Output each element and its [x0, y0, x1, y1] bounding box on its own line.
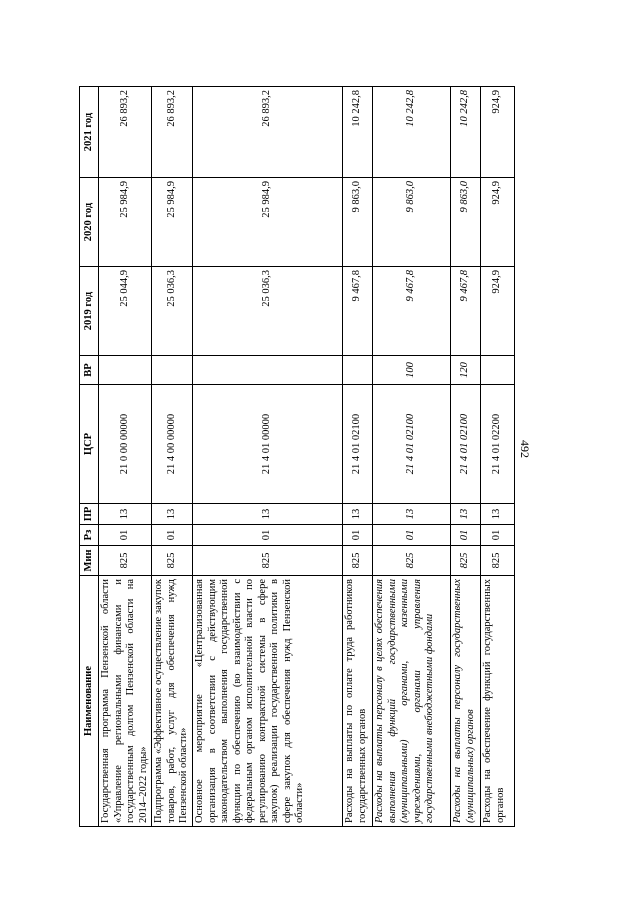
- row-rz: 01: [99, 525, 152, 546]
- header-name: Наименование: [80, 576, 99, 827]
- table-row: [373, 87, 451, 827]
- row-pr: 13: [193, 504, 343, 525]
- row-vr: [343, 356, 373, 385]
- row-2021: 26 893,2: [99, 87, 152, 178]
- table-row: [193, 87, 343, 827]
- row-min: 825: [193, 546, 343, 576]
- row-name: Расходы на обеспечение функций государственных органов: [481, 576, 515, 827]
- row-csr: 21 0 00 00000: [99, 385, 152, 504]
- row-vr: [99, 356, 152, 385]
- row-pr: 13: [481, 504, 515, 525]
- row-2021: 10 242,8: [343, 87, 373, 178]
- row-min: 825: [99, 546, 152, 576]
- row-pr: 13: [373, 504, 451, 525]
- budget-table: [79, 86, 515, 827]
- table-row: [99, 87, 152, 827]
- row-2021: 26 893,2: [193, 87, 343, 178]
- row-2020: 25 984,9: [152, 178, 193, 267]
- row-2019: 924,9: [481, 267, 515, 356]
- row-2021: 26 893,2: [152, 87, 193, 178]
- table-row: [481, 87, 515, 827]
- row-2019: 9 467,8: [373, 267, 451, 356]
- row-rz: 01: [451, 525, 481, 546]
- row-vr: 100: [373, 356, 451, 385]
- row-2020: 924,9: [481, 178, 515, 267]
- row-vr: [152, 356, 193, 385]
- row-2020: 25 984,9: [193, 178, 343, 267]
- row-min: 825: [343, 546, 373, 576]
- row-2020: 9 863,0: [451, 178, 481, 267]
- row-pr: 13: [99, 504, 152, 525]
- header-row: [80, 87, 99, 827]
- row-name: Подпрограмма «Эффективное осуществление закупок товаров, работ, услуг для обеспечения нужд Пензенской области»: [152, 576, 193, 827]
- header-2021: 2021 год: [80, 87, 99, 178]
- row-vr: [193, 356, 343, 385]
- row-name: Расходы на выплаты по оплате труда работников государственных органов: [343, 576, 373, 827]
- row-csr: 21 4 01 00000: [193, 385, 343, 504]
- row-2019: 25 036,3: [152, 267, 193, 356]
- row-rz: 01: [373, 525, 451, 546]
- row-2020: 9 863,0: [373, 178, 451, 267]
- header-rz: Рз: [80, 525, 99, 546]
- row-2021: 10 242,8: [451, 87, 481, 178]
- row-pr: 13: [343, 504, 373, 525]
- table-row: [451, 87, 481, 827]
- header-pr: ПР: [80, 504, 99, 525]
- row-rz: 01: [193, 525, 343, 546]
- header-csr: ЦСР: [80, 385, 99, 504]
- row-name: Расходы на выплаты персоналу в целях обеспечения выполнения функций государственными (муниципальными) органами, казенными учреждениями, органами управления государственными внебюджетными фондами: [373, 576, 451, 827]
- row-csr: 21 4 01 02100: [451, 385, 481, 504]
- row-csr: 21 4 01 02100: [373, 385, 451, 504]
- row-csr: 21 4 01 02100: [343, 385, 373, 504]
- row-vr: 120: [451, 356, 481, 385]
- header-2019: 2019 год: [80, 267, 99, 356]
- row-2021: 924,9: [481, 87, 515, 178]
- row-2019: 25 044,9: [99, 267, 152, 356]
- row-2019: 9 467,8: [451, 267, 481, 356]
- header-min: Мин: [80, 546, 99, 576]
- row-csr: 21 4 01 02200: [481, 385, 515, 504]
- table-row: [152, 87, 193, 827]
- row-2019: 25 036,3: [193, 267, 343, 356]
- row-name: Государственная программа Пензенской области «Управление региональными финансами и государственным долгом Пензенской области на 2014–2022 годы»: [99, 576, 152, 827]
- row-2021: 10 242,8: [373, 87, 451, 178]
- row-vr: [481, 356, 515, 385]
- row-name: Основное мероприятие «Централизованная организация в соответствии с действующим законодательством выполнения государственной функции по обеспечению (во взаимодействии с федеральным органом исполнительной власти по регулированию контрактной системы в сфере закупок) реализации государственной политики в сфере закупок для обеспечения нужд Пензенской области»: [193, 576, 343, 827]
- row-2020: 25 984,9: [99, 178, 152, 267]
- row-pr: 13: [451, 504, 481, 525]
- row-min: 825: [373, 546, 451, 576]
- row-min: 825: [481, 546, 515, 576]
- row-min: 825: [152, 546, 193, 576]
- rotated-table-wrapper: [79, 87, 563, 827]
- table-row: [343, 87, 373, 827]
- row-rz: 01: [343, 525, 373, 546]
- row-rz: 01: [152, 525, 193, 546]
- row-csr: 21 4 00 00000: [152, 385, 193, 504]
- page-number: 492: [518, 440, 532, 458]
- row-min: 825: [451, 546, 481, 576]
- row-rz: 01: [481, 525, 515, 546]
- header-2020: 2020 год: [80, 178, 99, 267]
- row-pr: 13: [152, 504, 193, 525]
- row-name: Расходы на выплаты персоналу государственных (муниципальных) органов: [451, 576, 481, 827]
- row-2019: 9 467,8: [343, 267, 373, 356]
- row-2020: 9 863,0: [343, 178, 373, 267]
- header-vr: ВР: [80, 356, 99, 385]
